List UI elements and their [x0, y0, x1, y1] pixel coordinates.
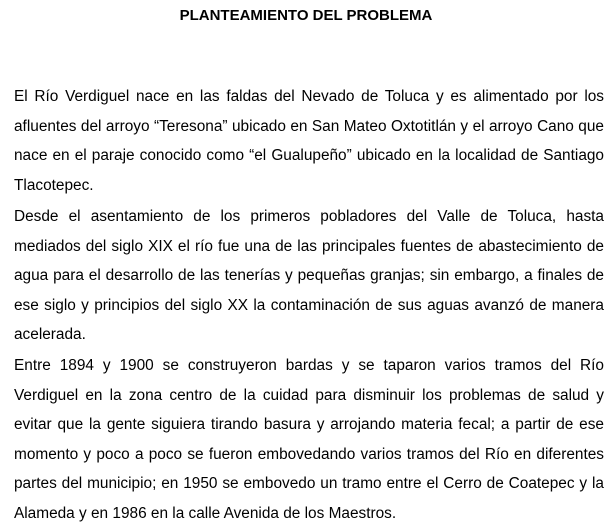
paragraph-history: Desde el asentamiento de los primeros pobladores del Valle de Toluca, hasta mediados del siglo XIX el río fue una de las principales fuentes de abastecimiento de agua para el desarrollo de las tenerías y pequeñas granjas; sin embargo, a finales de ese siglo y principios del siglo XX la contaminación de sus aguas avanzó de manera acelerada.: [14, 208, 604, 343]
document-title: PLANTEAMIENTO DEL PROBLEMA: [179, 7, 433, 24]
paragraph-embovedado: Entre 1894 y 1900 se construyeron bardas y se taparon varios tramos del Río Verdiguel en la zona centro de la cuidad para disminuir los problemas de salud y evitar que la gente siguiera tirando basura y arrojando materia fecal; a partir de ese momento y poco a poco se fueron embovedando varios tramos del Río en diferentes partes del municipio; en 1950 se embovedo un tramo entre el Cerro de Coatepec y la Alameda y en 1986 en la calle Avenida de los Maestros.: [14, 357, 604, 522]
paragraph-origin: El Río Verdiguel nace en las faldas del Nevado de Toluca y es alimentado por los afluentes del arroyo “Teresona” ubicado en San Mateo Oxtotitlán y el arroyo Cano que nace en el paraje conocido como “el Gualupeño” ubicado en la localidad de Santiago Tlacotepec.: [14, 88, 604, 194]
